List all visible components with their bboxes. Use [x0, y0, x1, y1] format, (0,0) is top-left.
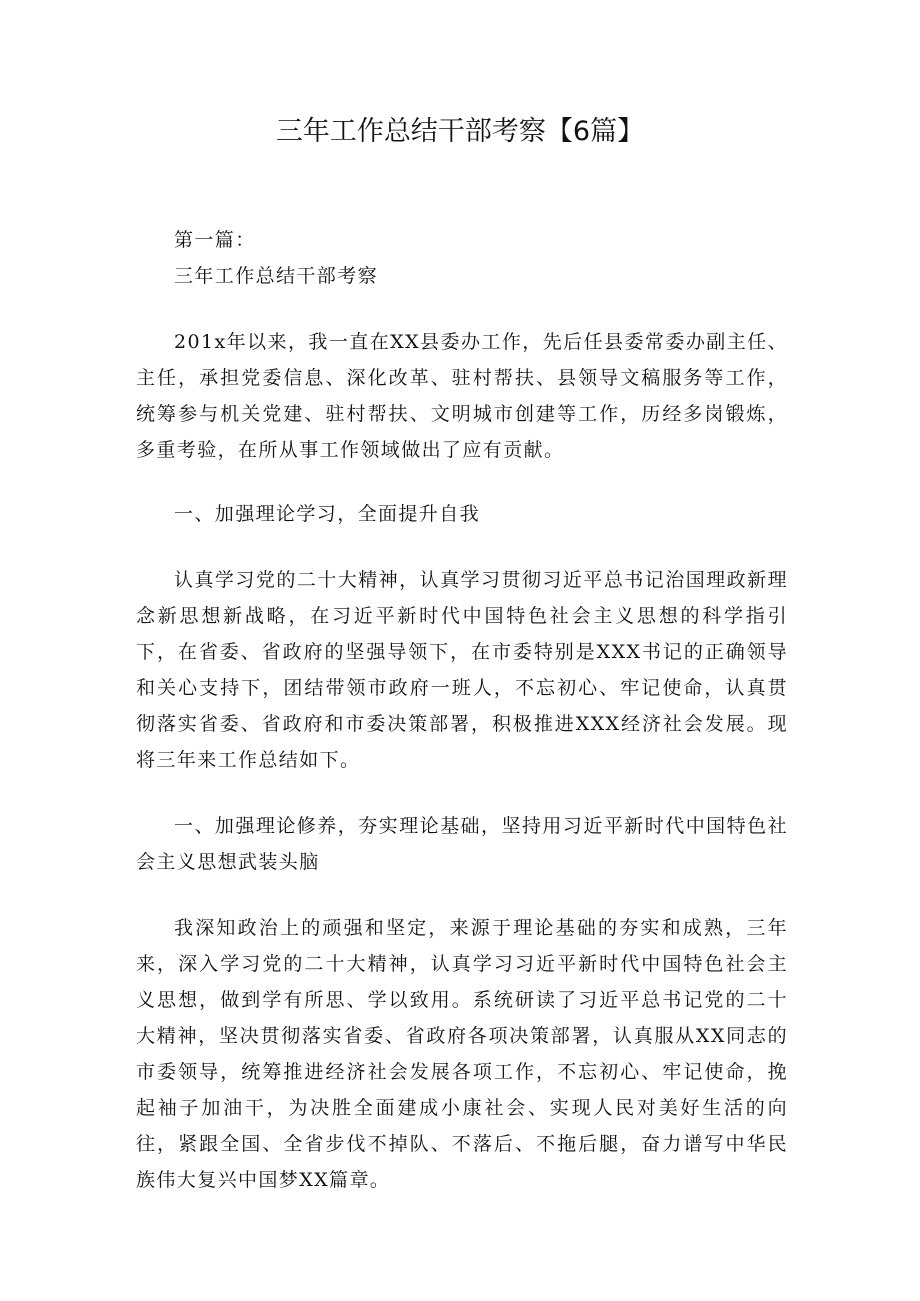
subsection-heading: 一、加强理论学习，全面提升自我	[174, 503, 481, 525]
document-title: 三年工作总结干部考察【6篇】	[275, 116, 645, 147]
body-paragraph: 认真学习党的二十大精神，认真学习贯彻习近平总书记治国理政新理念新思想新战略，在习近平新时代中国特色社会主义思想的科学指引下，在省委、省政府的坚强导领下，在市委特别是XXX书记的正确领导和关心支持下，团结带领市政府一班人，不忘初心、牢记使命，认真贯彻落实省委、省政府和市委决策部署，积极推进XXX经济社会发展。现将三年来工作总结如下。	[136, 569, 788, 771]
section-heading: 三年工作总结干部考察	[174, 265, 379, 287]
body-paragraph: 201x年以来，我一直在XX县委办工作，先后任县委常委办副主任、主任，承担党委信息、深化改革、驻村帮扶、县领导文稿服务等工作，统筹参与机关党建、驻村帮扶、文明城市创建等工作，历经多岗锻炼，多重考验，在所从事工作领域做出了应有贡献。	[136, 331, 788, 461]
subsection-heading: 一、加强理论修养，夯实理论基础，坚持用习近平新时代中国特色社会主义思想武装头脑	[136, 815, 788, 873]
body-paragraph: 我深知政治上的顽强和坚定，来源于理论基础的夯实和成熟，三年来，深入学习党的二十大精神，认真学习习近平新时代中国特色社会主义思想，做到学有所思、学以致用。系统研读了习近平总书记党的二十大精神，坚决贯彻落实省委、省政府各项决策部署，认真服从XX同志的市委领导，统筹推进经济社会发展各项工作，不忘初心、牢记使命，挽起袖子加油干，为决胜全面建成小康社会、实现人民对美好生活的向往，紧跟全国、全省步伐不掉队、不落后、不拖后腿，奋力谱写中华民族伟大复兴中国梦XX篇章。	[136, 917, 788, 1191]
document-body	[136, 222, 788, 1198]
section-label: 第一篇：	[174, 229, 256, 251]
